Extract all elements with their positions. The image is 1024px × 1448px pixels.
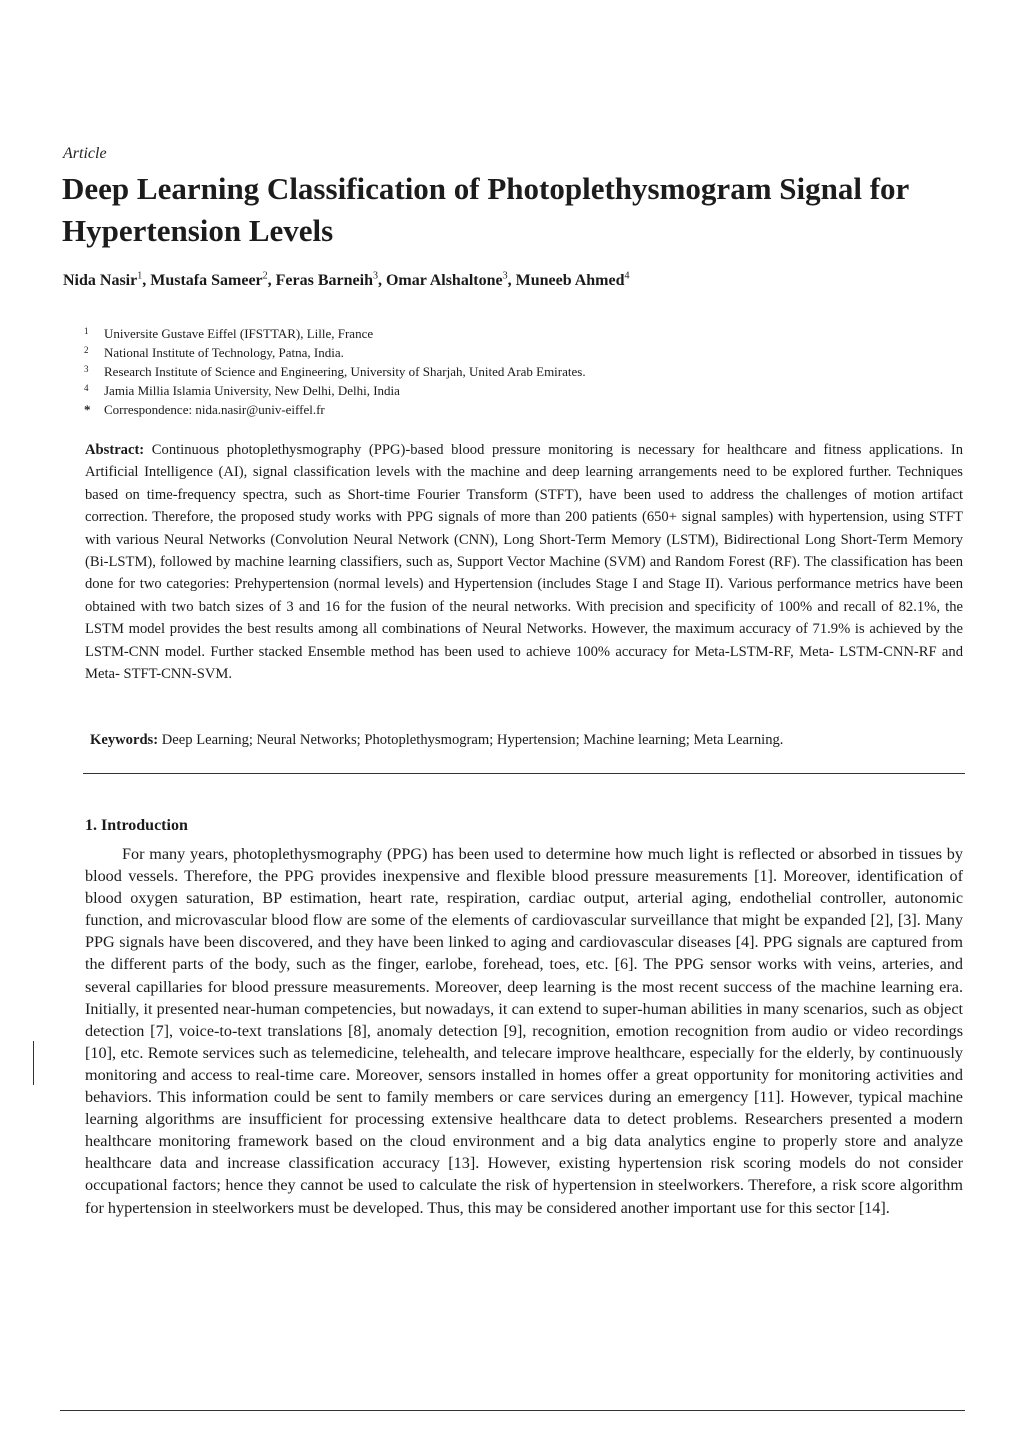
correspondence-marker: * bbox=[84, 402, 91, 417]
header-divider bbox=[83, 773, 965, 774]
author-name: Omar Alshaltone bbox=[385, 272, 503, 289]
author-separator: , bbox=[267, 272, 276, 289]
footer-divider bbox=[60, 1410, 965, 1411]
author-affiliation-marker: 3 bbox=[372, 270, 378, 282]
keywords bbox=[90, 729, 970, 751]
article-type-label: Article bbox=[63, 145, 107, 162]
affiliation-item bbox=[84, 324, 964, 343]
author-affiliation-marker: 1 bbox=[137, 270, 143, 282]
affiliation-marker: 2 bbox=[84, 345, 89, 355]
author-affiliation-marker: 3 bbox=[502, 270, 508, 282]
affiliation-text: Research Institute of Science and Engineering, University of Sharjah, United Arab Emirates. bbox=[104, 364, 586, 379]
affiliation-item bbox=[84, 381, 964, 400]
affiliation-item bbox=[84, 362, 964, 381]
affiliation-marker: 1 bbox=[84, 326, 89, 336]
correspondence-text: Correspondence: nida.nasir@univ-eiffel.fr bbox=[104, 402, 325, 417]
author-list bbox=[63, 272, 630, 290]
affiliation-text: Jamia Millia Islamia University, New Delhi, Delhi, India bbox=[104, 383, 400, 398]
affiliation-marker: 4 bbox=[84, 383, 89, 393]
correspondence-item bbox=[84, 400, 964, 419]
author-separator: , bbox=[507, 272, 516, 289]
section-heading: 1. Introduction bbox=[85, 817, 188, 834]
affiliation-text: National Institute of Technology, Patna, India. bbox=[104, 345, 344, 360]
abstract-label: Abstract: bbox=[85, 442, 145, 458]
abstract-text: Continuous photoplethysmography (PPG)-based blood pressure monitoring is necessary for healthcare and fitness applications. In Artificial Intelligence (AI), signal classification levels with the machine and deep learning arrangements need to be explored further. Techniques based on time-frequency spectra, such as Short-time Fourier Transform (STFT), have been used to address the challenges of motion artifact correction. Therefore, the proposed study works with PPG signals of more than 200 patients (650+ signal samples) with hypertension, using STFT with various Neural Networks (Convolution Neural Network (CNN), Long Short-Term Memory (LSTM), Bidirectional Long Short-Term Memory (Bi-LSTM), followed by machine learning classifiers, such as, Support Vector Machine (SVM) and Random Forest (RF). The classification has been done for two categories: Prehypertension (normal levels) and Hypertension (includes Stage I and Stage II). Various performance metrics have been obtained with two batch sizes of 3 and 16 for the fusion of the neural networks. With precision and specificity of 100% and recall of 82.1%, the LSTM model provides the best results among all combinations of Neural Networks. However, the maximum accuracy of 71.9% is achieved by the LSTM-CNN model. Further stacked Ensemble method has been used to achieve 100% accuracy for Meta-LSTM-RF, Meta- LSTM-CNN-RF and Meta- STFT-CNN-SVM. bbox=[85, 442, 963, 683]
abstract bbox=[85, 439, 963, 685]
keywords-text: Deep Learning; Neural Networks; Photoplethysmogram; Hypertension; Machine learning; Meta Learning. bbox=[161, 732, 784, 748]
author-affiliation-marker: 4 bbox=[624, 270, 630, 282]
author-separator: , bbox=[377, 272, 386, 289]
introduction-body: For many years, photoplethysmography (PPG) has been used to determine how much light is reflected or absorbed in tissues by blood vessels. Therefore, the PPG provides inexpensive and flexible blood pressure measurements [1]. Moreover, identification of blood oxygen saturation, BP estimation, heart rate, respiration, cardiac output, arterial aging, endothelial controller, autonomic function, and microvascular blood flow are some of the elements of cardiovascular surveillance that might be expanded [2], [3]. Many PPG signals have been discovered, and they have been linked to aging and cardiovascular diseases [4]. PPG signals are captured from the different parts of the body, such as the finger, earlobe, forehead, toes, etc. [6]. The PPG sensor works with veins, arteries, and several capillaries for blood pressure measurements. Moreover, deep learning is the most recent success of the machine learning era. Initially, it presented near-human competencies, but nowadays, it can extend to super-human abilities in many scenarios, such as object detection [7], voice-to-text translations [8], anomaly detection [9], recognition, emotion recognition from audio or video recordings [10], etc. Remote services such as telemedicine, telehealth, and telecare improve healthcare, especially for the elderly, by continuously monitoring and access to real-time care. Moreover, sensors installed in homes offer a great opportunity for monitoring activities and behaviors. This information could be sent to family members or care services during an emergency [11]. However, typical machine learning algorithms are insufficient for processing extensive healthcare data to detect problems. Researchers presented a modern healthcare monitoring framework based on the cloud environment and a big data analytics engine to properly store and analyze healthcare data and increase classification accuracy [13]. However, existing hypertension risk scoring models do not consider occupational factors; hence they cannot be used to calculate the risk of hypertension in steelworkers. Therefore, a risk score algorithm for hypertension in steelworkers must be developed. Thus, this may be considered another important use for this sector [14]. bbox=[85, 845, 963, 1217]
affiliation-list bbox=[84, 324, 964, 419]
author-affiliation-marker: 2 bbox=[262, 270, 268, 282]
author-name: Feras Barneih bbox=[275, 272, 373, 289]
keywords-label: Keywords: bbox=[90, 732, 159, 748]
revision-change-bar bbox=[33, 1041, 34, 1085]
affiliation-marker: 3 bbox=[84, 364, 89, 374]
author-name: Muneeb Ahmed bbox=[515, 272, 625, 289]
affiliation-text: Universite Gustave Eiffel (IFSTTAR), Lille, France bbox=[104, 326, 374, 341]
affiliation-item bbox=[84, 343, 964, 362]
author-name: Nida Nasir bbox=[63, 272, 138, 289]
paper-title: Deep Learning Classification of Photoplethysmogram Signal for Hypertension Levels bbox=[62, 171, 909, 248]
author-separator: , bbox=[142, 272, 151, 289]
author-name: Mustafa Sameer bbox=[150, 272, 263, 289]
